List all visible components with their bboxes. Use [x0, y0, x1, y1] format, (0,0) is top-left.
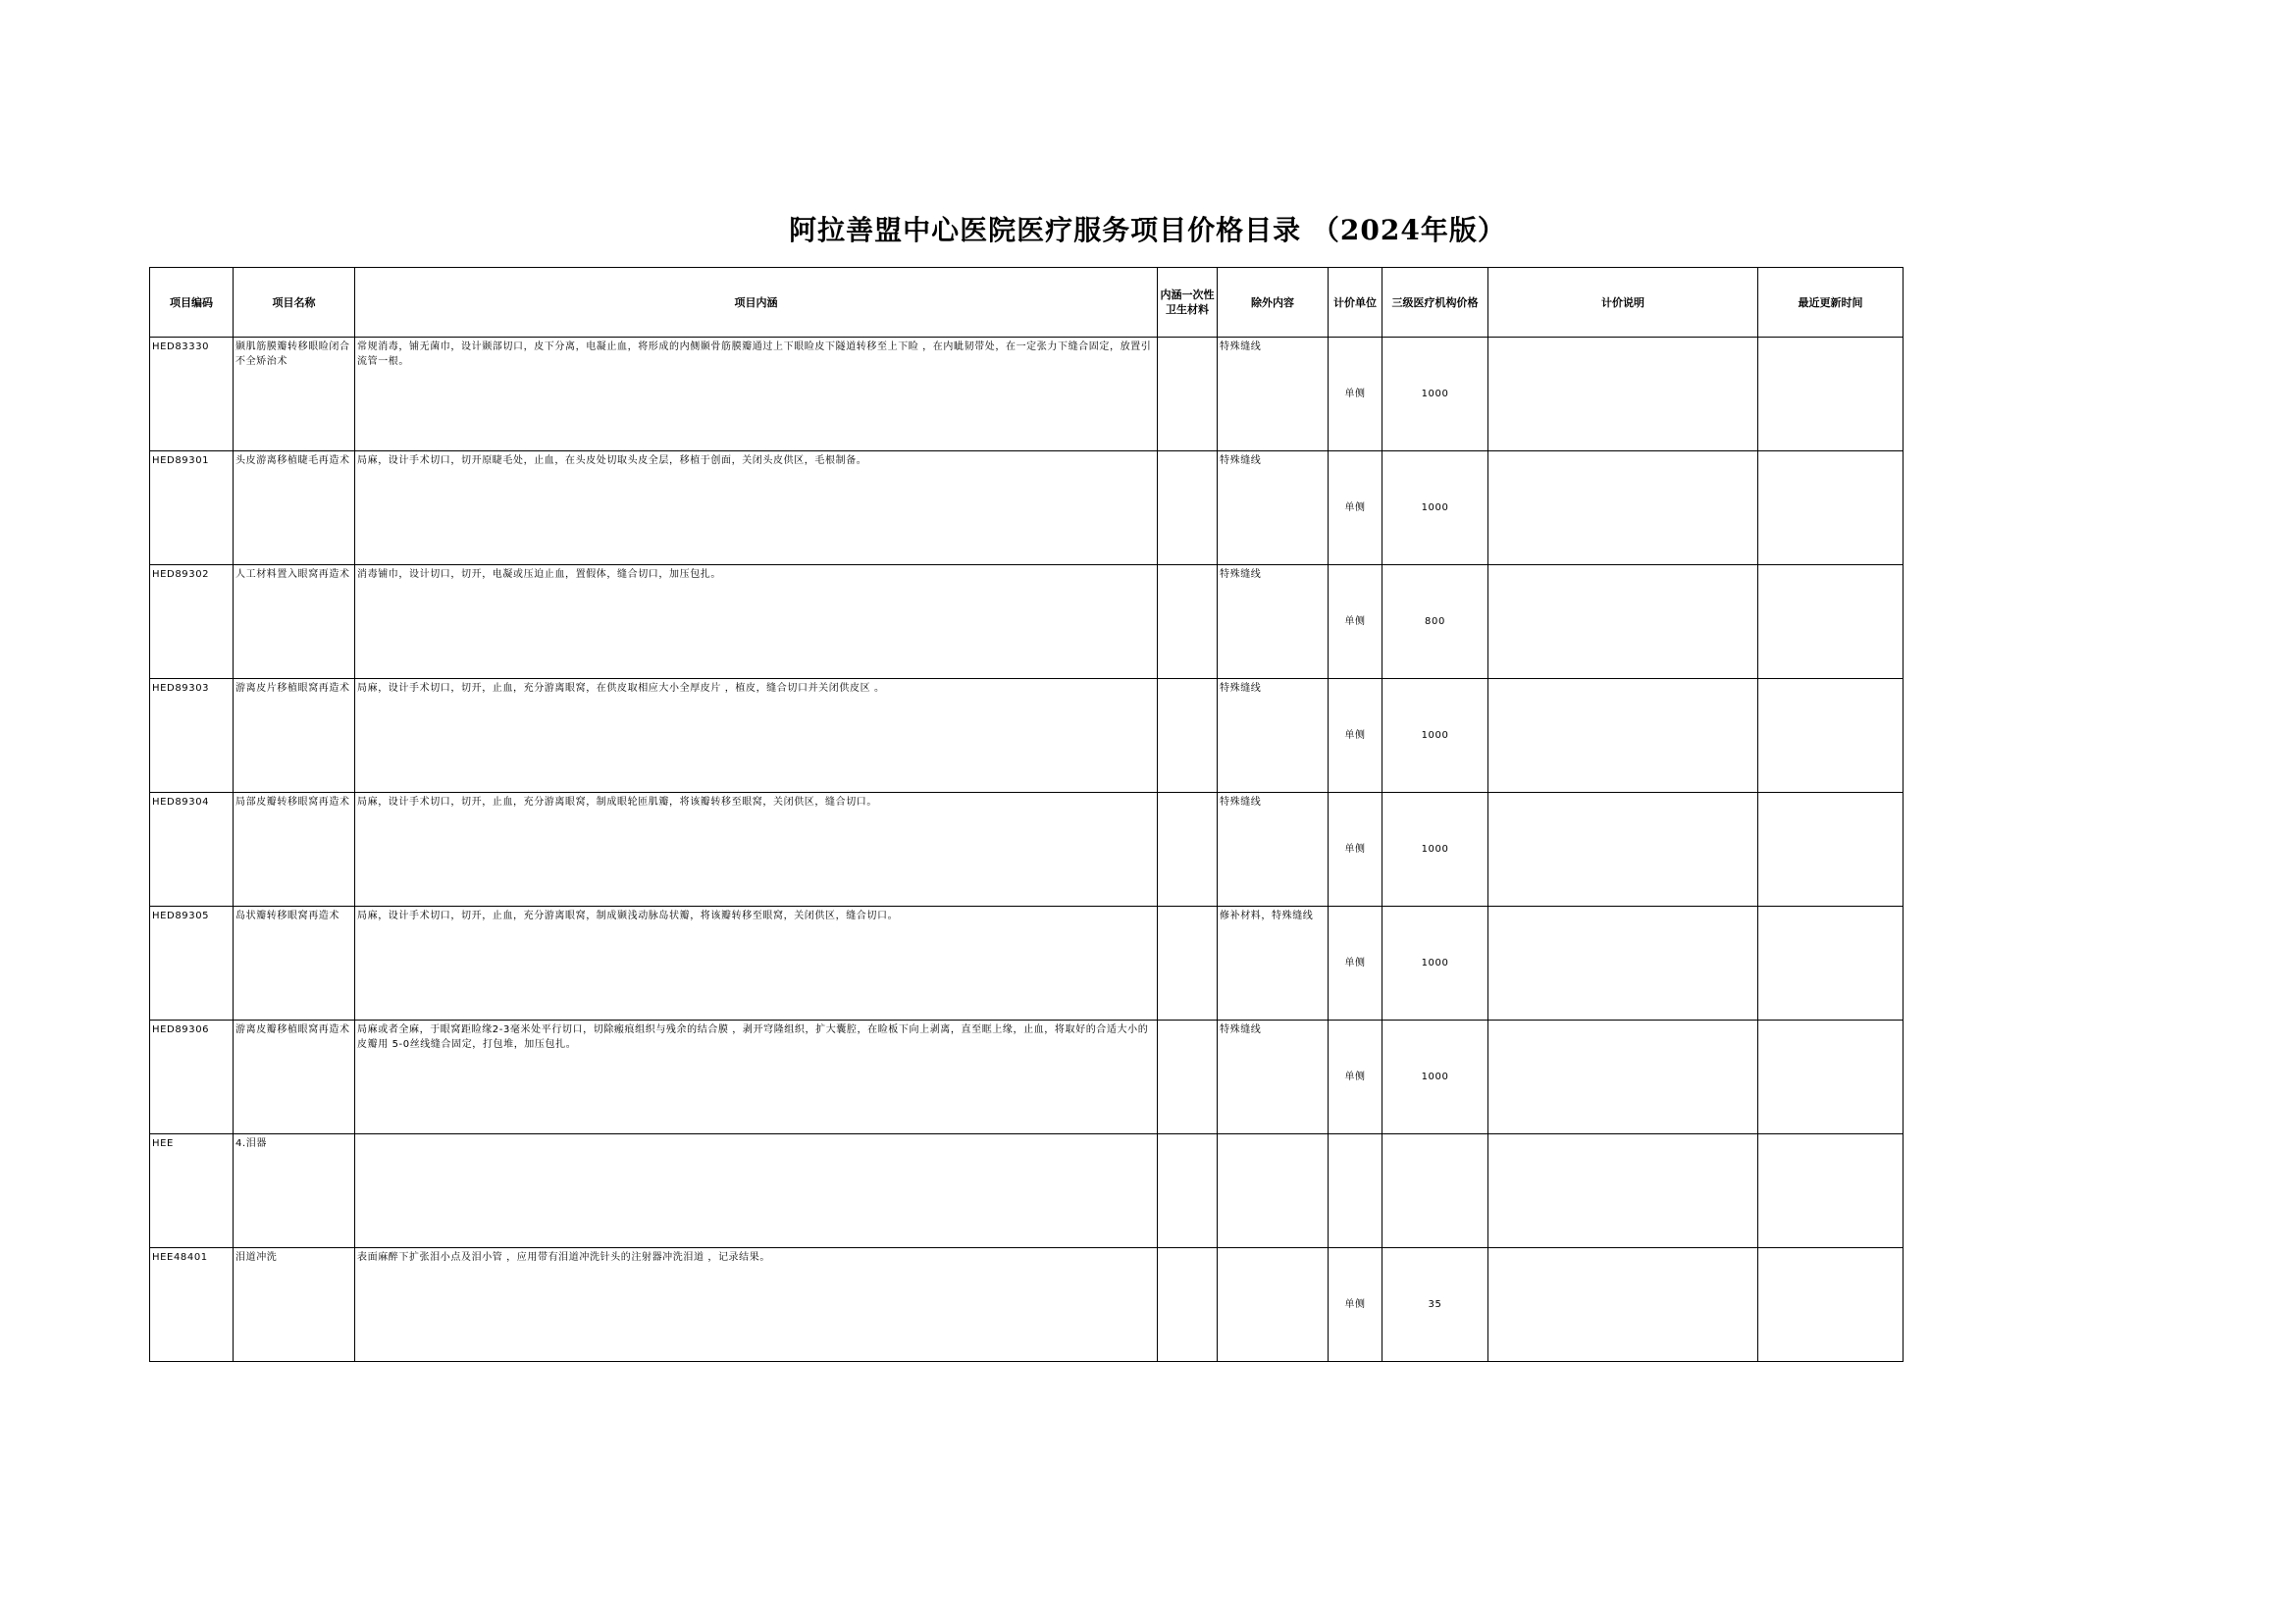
cell-excluded [1218, 1021, 1329, 1134]
cell-excluded-text: 特殊缝线 [1220, 1024, 1262, 1035]
cell-material [1158, 565, 1218, 679]
cell-note [1488, 338, 1758, 451]
cell-price [1382, 793, 1488, 907]
cell-price-text: 35 [1428, 1299, 1442, 1310]
cell-note [1488, 565, 1758, 679]
cell-content [355, 1021, 1158, 1134]
cell-content-text: 消毒铺巾，设计切口，切开，电凝或压迫止血，置假体，缝合切口，加压包扎。 [357, 569, 721, 580]
cell-excluded [1218, 1248, 1329, 1362]
cell-name-text: 人工材料置入眼窝再造术 [235, 569, 350, 580]
cell-material [1158, 1134, 1218, 1248]
cell-unit [1329, 565, 1382, 679]
cell-price [1382, 1248, 1488, 1362]
table-row [150, 793, 1904, 907]
header-price: 三级医疗机构价格 [1382, 268, 1488, 338]
cell-code [150, 1248, 234, 1362]
cell-price-text: 1000 [1421, 844, 1449, 855]
table-row [150, 451, 1904, 565]
cell-material [1158, 679, 1218, 793]
cell-name-text: 泪道冲洗 [235, 1252, 278, 1263]
cell-code [150, 793, 234, 907]
table-row [150, 1021, 1904, 1134]
cell-price [1382, 1134, 1488, 1248]
cell-excluded-text: 特殊缝线 [1220, 797, 1262, 808]
cell-content-text: 局麻，设计手术切口，切开，止血，充分游离眼窝，制成眼轮匝肌瓣，将该瓣转移至眼窝，关闭供区，缝合切口。 [357, 797, 877, 808]
cell-excluded [1218, 793, 1329, 907]
cell-content [355, 907, 1158, 1021]
cell-excluded-text: 特殊缝线 [1220, 569, 1262, 580]
table-header [150, 268, 1904, 338]
cell-code [150, 907, 234, 1021]
cell-unit-text: 单侧 [1344, 502, 1366, 513]
cell-content [355, 793, 1158, 907]
cell-code-text: HED83330 [152, 341, 210, 352]
cell-content [355, 1248, 1158, 1362]
table-row [150, 907, 1904, 1021]
cell-name-text: 头皮游离移植睫毛再造术 [235, 455, 350, 466]
header-code: 项目编码 [150, 268, 234, 338]
cell-code-text: HED89301 [152, 455, 210, 466]
cell-unit [1329, 338, 1382, 451]
table-row [150, 338, 1904, 451]
cell-updated [1758, 679, 1904, 793]
cell-price-text: 1000 [1421, 730, 1449, 741]
cell-name [234, 565, 355, 679]
cell-name [234, 1134, 355, 1248]
cell-price [1382, 907, 1488, 1021]
table-row [150, 565, 1904, 679]
cell-updated [1758, 451, 1904, 565]
cell-updated [1758, 907, 1904, 1021]
cell-note [1488, 1134, 1758, 1248]
price-catalog-table [149, 267, 1904, 1362]
cell-content [355, 1134, 1158, 1248]
cell-name-text: 局部皮瓣转移眼窝再造术 [235, 797, 350, 808]
cell-unit-text: 单侧 [1344, 958, 1366, 969]
cell-material [1158, 793, 1218, 907]
header-updated: 最近更新时间 [1758, 268, 1904, 338]
cell-note [1488, 679, 1758, 793]
cell-updated [1758, 1021, 1904, 1134]
header-name: 项目名称 [234, 268, 355, 338]
cell-unit-text: 单侧 [1344, 389, 1366, 399]
cell-note [1488, 1248, 1758, 1362]
cell-excluded [1218, 1134, 1329, 1248]
cell-material [1158, 1248, 1218, 1362]
cell-code-text: HED89304 [152, 797, 210, 808]
cell-code-text: HEE [152, 1138, 174, 1149]
header-content: 项目内涵 [355, 268, 1158, 338]
header-row [150, 268, 1904, 338]
cell-material [1158, 338, 1218, 451]
cell-name-text: 岛状瓣转移眼窝再造术 [235, 911, 339, 921]
cell-code [150, 1021, 234, 1134]
cell-name [234, 451, 355, 565]
cell-unit-text: 单侧 [1344, 844, 1366, 855]
cell-code-text: HED89303 [152, 683, 210, 694]
cell-code [150, 565, 234, 679]
table-row [150, 1248, 1904, 1362]
table-row [150, 679, 1904, 793]
cell-excluded-text: 特殊缝线 [1220, 455, 1262, 466]
cell-unit [1329, 1248, 1382, 1362]
cell-excluded [1218, 565, 1329, 679]
document-title: 阿拉善盟中心医院医疗服务项目价格目录 （2024年版） [789, 214, 1506, 246]
cell-name-text: 游离皮瓣移植眼窝再造术 [235, 1024, 350, 1035]
cell-excluded-text: 特殊缝线 [1220, 341, 1262, 352]
cell-price [1382, 451, 1488, 565]
cell-excluded [1218, 907, 1329, 1021]
cell-material [1158, 1021, 1218, 1134]
cell-updated [1758, 338, 1904, 451]
cell-unit [1329, 907, 1382, 1021]
cell-excluded [1218, 451, 1329, 565]
cell-code [150, 679, 234, 793]
cell-price-text: 1000 [1421, 1072, 1449, 1082]
cell-updated [1758, 565, 1904, 679]
cell-code [150, 451, 234, 565]
cell-unit [1329, 793, 1382, 907]
cell-name [234, 793, 355, 907]
cell-code-text: HED89305 [152, 911, 210, 921]
cell-name-text: 游离皮片移植眼窝再造术 [235, 683, 350, 694]
cell-price-text: 1000 [1421, 389, 1449, 399]
cell-content-text: 常规消毒，铺无菌巾，设计颞部切口，皮下分离，电凝止血，将形成的内侧颞骨筋膜瓣通过上下眼睑皮下隧道转移至上下睑 ，在内眦韧带处，在一定张力下缝合固定，放置引流管一根。 [357, 341, 1152, 367]
cell-unit-text: 单侧 [1344, 1299, 1366, 1310]
cell-content-text: 局麻或者全麻，于眼窝距睑缘2-3毫米处平行切口，切除瘢痕组织与残余的结合膜 ，剥开穹隆组织，扩大囊腔，在睑板下向上剥离，直至眶上缘，止血，将取好的合适大小的皮瓣用 5-0丝线缝合固定，打包堆，加压包扎。 [357, 1024, 1149, 1050]
cell-note [1488, 793, 1758, 907]
cell-price-text: 800 [1425, 616, 1445, 627]
cell-name-text: 4.泪器 [235, 1138, 267, 1149]
cell-unit [1329, 1021, 1382, 1134]
header-unit: 计价单位 [1329, 268, 1382, 338]
cell-excluded [1218, 338, 1329, 451]
cell-updated [1758, 1248, 1904, 1362]
cell-code-text: HEE48401 [152, 1252, 208, 1263]
cell-unit [1329, 451, 1382, 565]
cell-note [1488, 451, 1758, 565]
cell-price-text: 1000 [1421, 958, 1449, 969]
cell-name [234, 1021, 355, 1134]
header-note: 计价说明 [1488, 268, 1758, 338]
cell-unit-text: 单侧 [1344, 616, 1366, 627]
cell-unit-text: 单侧 [1344, 1072, 1366, 1082]
cell-note [1488, 1021, 1758, 1134]
cell-unit [1329, 679, 1382, 793]
table-body [150, 338, 1904, 1362]
cell-material [1158, 907, 1218, 1021]
cell-updated [1758, 1134, 1904, 1248]
cell-unit [1329, 1134, 1382, 1248]
cell-price [1382, 338, 1488, 451]
cell-name-text: 颞肌筋膜瓣转移眼睑闭合不全矫治术 [235, 341, 350, 367]
cell-unit-text: 单侧 [1344, 730, 1366, 741]
cell-updated [1758, 793, 1904, 907]
cell-name [234, 907, 355, 1021]
cell-price [1382, 679, 1488, 793]
cell-content [355, 338, 1158, 451]
cell-excluded-text: 特殊缝线 [1220, 683, 1262, 694]
cell-name [234, 1248, 355, 1362]
cell-content [355, 451, 1158, 565]
cell-note [1488, 907, 1758, 1021]
cell-excluded-text: 修补材料，特殊缝线 [1220, 911, 1314, 921]
cell-name [234, 338, 355, 451]
header-excluded: 除外内容 [1218, 268, 1329, 338]
cell-code-text: HED89306 [152, 1024, 210, 1035]
cell-material [1158, 451, 1218, 565]
cell-content [355, 679, 1158, 793]
cell-content-text: 局麻，设计手术切口，切开，止血，充分游离眼窝，在供皮取相应大小全厚皮片 ，植皮，缝合切口并关闭供皮区 。 [357, 683, 885, 694]
cell-content [355, 565, 1158, 679]
cell-price [1382, 565, 1488, 679]
cell-code [150, 1134, 234, 1248]
cell-code [150, 338, 234, 451]
cell-content-text: 局麻，设计手术切口，切开原睫毛处，止血，在头皮处切取头皮全层，移植于创面，关闭头皮供区，毛根制备。 [357, 455, 867, 466]
header-material: 内涵一次性卫生材料 [1158, 268, 1218, 338]
cell-excluded [1218, 679, 1329, 793]
cell-name [234, 679, 355, 793]
cell-content-text: 表面麻醉下扩张泪小点及泪小管 ，应用带有泪道冲洗针头的注射器冲洗泪道 ，记录结果。 [357, 1252, 770, 1263]
cell-price-text: 1000 [1421, 502, 1449, 513]
cell-code-text: HED89302 [152, 569, 210, 580]
cell-price [1382, 1021, 1488, 1134]
table-row [150, 1134, 1904, 1248]
cell-content-text: 局麻，设计手术切口，切开，止血，充分游离眼窝，制成颞浅动脉岛状瓣，将该瓣转移至眼窝，关闭供区，缝合切口。 [357, 911, 899, 921]
